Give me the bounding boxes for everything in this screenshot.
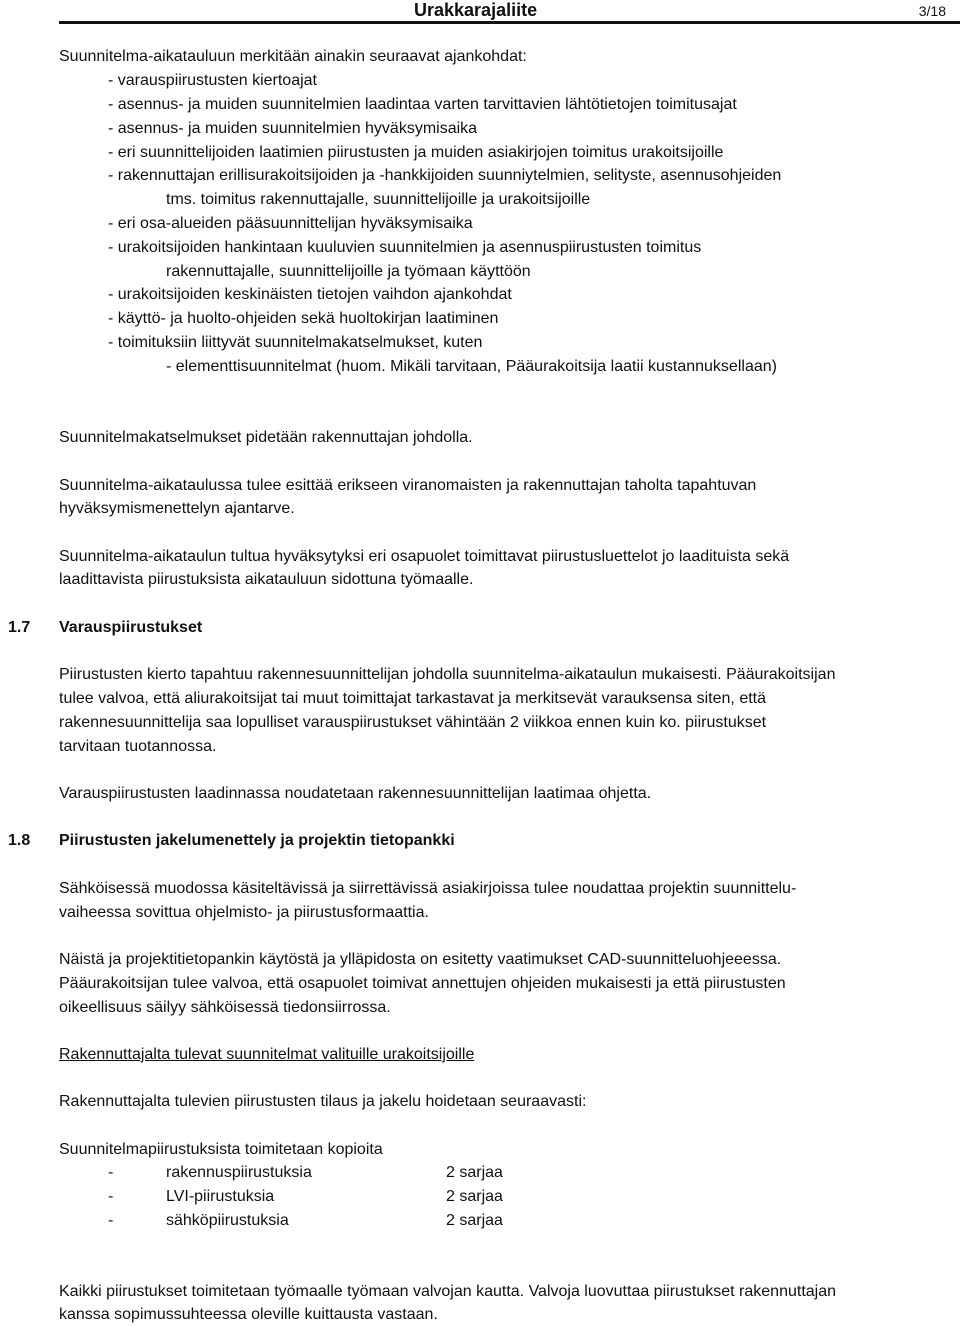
copies-name: rakennuspiirustuksia	[166, 1164, 312, 1181]
section-heading: Varauspiirustukset	[59, 619, 203, 636]
schedule-item: - urakoitsijoiden keskinäisten tietojen vaihdon ajankohdat	[108, 286, 512, 303]
paragraph-naista-line: Näistä ja projektitietopankin käytöstä ja ylläpidosta on esitetty vaatimukset CAD-suunnitteluohjeeessa.	[59, 951, 782, 968]
paragraph-kierto-line: tulee valvoa, että aliurakoitsijat tai muut toimittajat tarkastavat ja merkitsevät varauksensa siten, että	[59, 690, 766, 707]
schedule-item: - toimituksiin liittyvät suunnitelmakatselmukset, kuten	[108, 334, 483, 351]
document-title: Urakkarajaliite	[414, 0, 538, 20]
section-number: 1.7	[8, 619, 31, 636]
section-number: 1.8	[8, 832, 31, 849]
header-rule	[59, 21, 960, 24]
schedule-item-continuation: rakennuttajalle, suunnittelijoille ja työmaan käyttöön	[166, 263, 531, 280]
copies-amount: 2 sarjaa	[446, 1164, 503, 1181]
paragraph-kierto-line: Piirustusten kierto tapahtuu rakennesuunnittelijan johdolla suunnitelma-aikataulun mukaisesti. Pääurakoitsijan	[59, 666, 836, 683]
schedule-item: - rakennuttajan erillisurakoitsijoiden ja -hankkijoiden suunniytelmien, selityste, asennusohjeiden	[108, 167, 782, 184]
schedule-item: - käyttö- ja huolto-ohjeiden sekä huoltokirjan laatiminen	[108, 310, 499, 327]
copies-dash: -	[108, 1212, 114, 1229]
paragraph-hyvaksytyksi-line: Suunnitelma-aikataulun tultua hyväksytyksi eri osapuolet toimittavat piirustusluettelot jo laadituista sekä	[59, 548, 790, 565]
schedule-item: - eri suunnittelijoiden laatimien piirustusten ja muiden asiakirjojen toimitus urakoitsijoille	[108, 144, 724, 161]
underlined-subheading: Rakennuttajalta tulevat suunnitelmat valituille urakoitsijoille	[59, 1046, 475, 1063]
page-number: 3/18	[918, 3, 946, 19]
schedule-item: - varauspiirustusten kiertoajat	[108, 72, 317, 89]
schedule-subitem: - elementtisuunnitelmat (huom. Mikäli tarvitaan, Pääurakoitsija laatii kustannuksellaan)	[166, 358, 777, 375]
copies-dash: -	[108, 1164, 114, 1181]
schedule-item: - eri osa-alueiden pääsuunnittelijan hyväksymisaika	[108, 215, 473, 232]
paragraph-naista-line: oikeellisuus säilyy sähköisessä tiedonsiirrossa.	[59, 999, 391, 1016]
paragraph-tilaus: Rakennuttajalta tulevien piirustusten tilaus ja jakelu hoidetaan seuraavasti:	[59, 1093, 587, 1110]
schedule-item: - urakoitsijoiden hankintaan kuuluvien suunnitelmien ja asennuspiirustusten toimitus	[108, 239, 702, 256]
paragraph-hyvaksytyksi-line: laadittavista piirustuksista aikatauluun sidottuna työmaalle.	[59, 571, 474, 588]
paragraph-kierto-line: tarvitaan tuotannossa.	[59, 738, 217, 755]
paragraph-viranomaiset-line: hyväksymismenettelyn ajantarve.	[59, 500, 295, 517]
paragraph-kierto-line: rakennesuunnittelija saa lopulliset varauspiirustukset vähintään 2 viikkoa ennen kuin ko. piirustukset	[59, 714, 767, 731]
schedule-intro: Suunnitelma-aikatauluun merkitään ainakin seuraavat ajankohdat:	[59, 48, 527, 65]
copies-name: LVI-piirustuksia	[166, 1188, 275, 1205]
copies-amount: 2 sarjaa	[446, 1212, 503, 1229]
schedule-item-continuation: tms. toimitus rakennuttajalle, suunnittelijoille ja urakoitsijoille	[166, 191, 591, 208]
copies-intro: Suunnitelmapiirustuksista toimitetaan kopioita	[59, 1141, 383, 1158]
copies-name: sähköpiirustuksia	[166, 1212, 289, 1229]
paragraph-naista-line: Pääurakoitsijan tulee valvoa, että osapuolet toimivat annettujen ohjeiden mukaisesti ja että piirustusten	[59, 975, 786, 992]
section-heading: Piirustusten jakelumenettely ja projektin tietopankki	[59, 832, 455, 849]
paragraph-sahkoisessa-line: vaiheessa sovittua ohjelmisto- ja piirustusformaattia.	[59, 904, 429, 921]
paragraph-viranomaiset-line: Suunnitelma-aikataulussa tulee esittää erikseen viranomaisten ja rakennuttajan taholta tapahtuvan	[59, 477, 757, 494]
schedule-item: - asennus- ja muiden suunnitelmien hyväksymisaika	[108, 120, 478, 137]
paragraph-katselmukset: Suunnitelmakatselmukset pidetään rakennuttajan johdolla.	[59, 429, 473, 446]
copies-dash: -	[108, 1188, 114, 1205]
paragraph-kaikki-line: Kaikki piirustukset toimitetaan työmaalle työmaan valvojan kautta. Valvoja luovuttaa piirustukset rakennuttajan	[59, 1283, 837, 1300]
paragraph-laadinnassa: Varauspiirustusten laadinnassa noudatetaan rakennesuunnittelijan laatimaa ohjetta.	[59, 785, 652, 802]
page-header	[0, 0, 960, 24]
schedule-item: - asennus- ja muiden suunnitelmien laadintaa varten tarvittavien lähtötietojen toimitusajat	[108, 96, 737, 113]
paragraph-kaikki-line: kanssa sopimussuhteessa oleville kuittausta vastaan.	[59, 1306, 438, 1323]
copies-amount: 2 sarjaa	[446, 1188, 503, 1205]
paragraph-sahkoisessa-line: Sähköisessä muodossa käsiteltävissä ja siirrettävissä asiakirjoissa tulee noudattaa projektin suunnittelu-	[59, 880, 797, 897]
